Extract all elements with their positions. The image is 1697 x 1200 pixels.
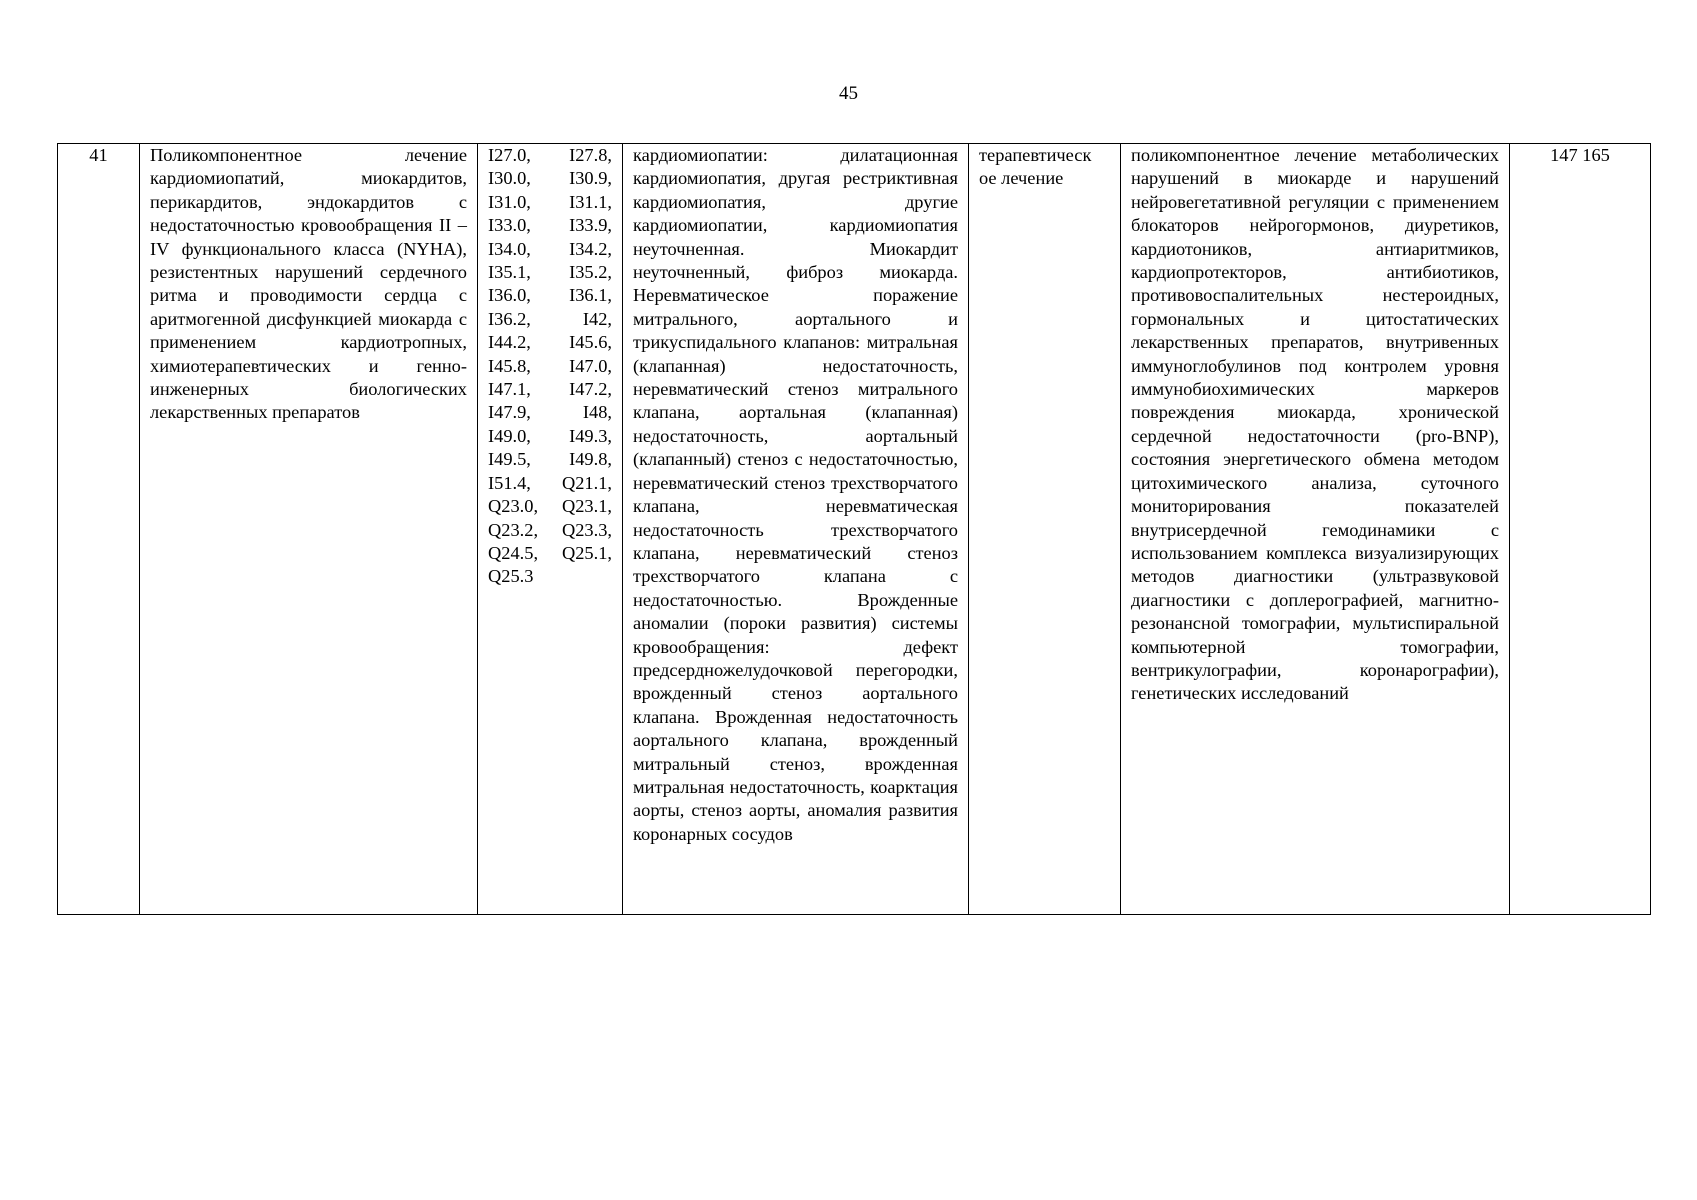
icd-code: I49.3, [569, 425, 612, 446]
icd-code-row [488, 167, 612, 190]
icd-code: Q23.0, [488, 496, 539, 517]
table-row [58, 144, 1651, 915]
icd-code: I49.8, [569, 449, 612, 470]
icd-codes [478, 144, 623, 915]
icd-code-row [488, 284, 612, 307]
icd-code: I34.0, [488, 238, 531, 259]
icd-code: I42, [582, 308, 612, 329]
icd-code: I31.0, [488, 191, 531, 212]
icd-code-row [488, 495, 612, 518]
icd-code: I34.2, [569, 238, 612, 259]
icd-code: I51.4, [488, 472, 531, 493]
icd-code: I33.9, [569, 215, 612, 236]
icd-code: I49.0, [488, 425, 531, 446]
icd-code: Q23.3, [561, 519, 612, 540]
icd-code: I27.0, [488, 145, 531, 165]
icd-code: I35.2, [569, 262, 612, 283]
page-number: 45 [839, 83, 858, 104]
icd-code: Q25.1, [561, 542, 612, 563]
icd-code-row [488, 378, 612, 401]
icd-code: I48, [582, 402, 612, 423]
icd-code: I35.1, [488, 262, 531, 283]
icd-code-row [488, 472, 612, 495]
icd-code: Q23.2, [488, 519, 539, 540]
icd-code: I47.9, [488, 402, 531, 423]
icd-code-row [488, 355, 612, 378]
icd-code: I47.2, [569, 379, 612, 400]
patient-model-text: кардиомиопатии: дилатационная кардиомиопатия, другая рестриктивная кардиомиопатия, другие кардиомиопатии, кардиомиопатия неуточненная. Миокардит неуточненный, фиброз миокарда. Неревматическое поражение митрального, аортального и трикуспидального клапанов: митральная (клапанная) недостаточность, неревматический стеноз митрального клапана, аортальная (клапанная) недостаточность, аортальный (клапанный) стеноз с недостаточностью, неревматический стеноз трехстворчатого клапана, неревматическая недостаточность трехстворчатого клапана, неревматический стеноз трехстворчатого клапана с недостаточностью. Врожденные аномалии (пороки развития) системы кровообращения: дефект предсердножелудочковой перегородки, врожденный стеноз аортального клапана. Врожденная недостаточность аортального клапана, врожденный митральный стеноз, врожденная митральная недостаточность, коарктация аорты, стеноз аорты, аномалия развития коронарных сосудов [633, 145, 958, 844]
treatment-name-text: Поликомпонентное лечение кардиомиопатий, миокардитов, перикардитов, эндокардитов с недостаточностью кровообращения II – IV функционального класса (NYHA), резистентных нарушений сердечного ритма и проводимости сердца с аритмогенной дисфункцией миокарда с применением кардиотропных, химиотерапевтических и генно-инженерных биологических лекарственных препаратов [150, 145, 467, 423]
icd-code-row [488, 191, 612, 214]
icd-code-row [488, 144, 612, 167]
icd-code: I30.0, [488, 168, 531, 189]
patient-model [623, 144, 969, 915]
icd-code: Q21.1, [561, 472, 612, 493]
icd-code: Q25.3 [488, 566, 534, 587]
row-number: 41 [58, 144, 140, 915]
icd-code-row [488, 565, 612, 588]
treatment-method-text: поликомпонентное лечение метаболических нарушений в миокарде и нарушений нейровегетативной регуляции с применением блокаторов нейрогормонов, диуретиков, кардиотоников, антиаритмиков, кардиопротекторов, антибиотиков, противовоспалительных нестероидных, гормональных и цитостатических лекарственных препаратов, внутривенных иммуноглобулинов под контролем уровня иммунобиохимических маркеров повреждения миокарда, хронической сердечной недостаточности (pro-BNP), состояния энергетического обмена методом цитохимического анализа, суточного мониторирования показателей внутрисердечной гемодинамики с использованием комплекса визуализирующих методов диагностики (ультразвуковой диагностики с доплерографией, магнитно-резонансной томографии, мультиспиральной компьютерной томографии, вентрикулографии, коронарографии), генетических исследований [1131, 145, 1499, 704]
icd-code: I33.0, [488, 215, 531, 236]
icd-code: I47.1, [488, 379, 531, 400]
icd-code-row [488, 542, 612, 565]
icd-code-row [488, 448, 612, 471]
icd-code-row [488, 214, 612, 237]
icd-code: I49.5, [488, 449, 531, 470]
icd-code: Q24.5, [488, 542, 539, 563]
icd-code: I36.2, [488, 308, 531, 329]
icd-code: I31.1, [569, 191, 612, 212]
icd-code: I30.9, [569, 168, 612, 189]
icd-code-row [488, 425, 612, 448]
icd-code: I27.8, [569, 145, 612, 165]
icd-code-row [488, 331, 612, 354]
icd-code: Q23.1, [561, 496, 612, 517]
treatment-method [1121, 144, 1510, 915]
treatment-table [57, 143, 1651, 915]
icd-code-row [488, 519, 612, 542]
icd-code: I36.0, [488, 285, 531, 306]
icd-code: I36.1, [569, 285, 612, 306]
icd-code: I45.8, [488, 355, 531, 376]
cost-value: 147 165 [1510, 144, 1651, 915]
icd-code-row [488, 261, 612, 284]
icd-code-row [488, 238, 612, 261]
treatment-type: терапевтическ ое лечение [969, 144, 1121, 915]
icd-codes-list [488, 144, 612, 589]
icd-code: I47.0, [569, 355, 612, 376]
icd-code-row [488, 401, 612, 424]
icd-code-row [488, 308, 612, 331]
icd-code: I44.2, [488, 332, 531, 353]
icd-code: I45.6, [569, 332, 612, 353]
treatment-name [140, 144, 478, 915]
